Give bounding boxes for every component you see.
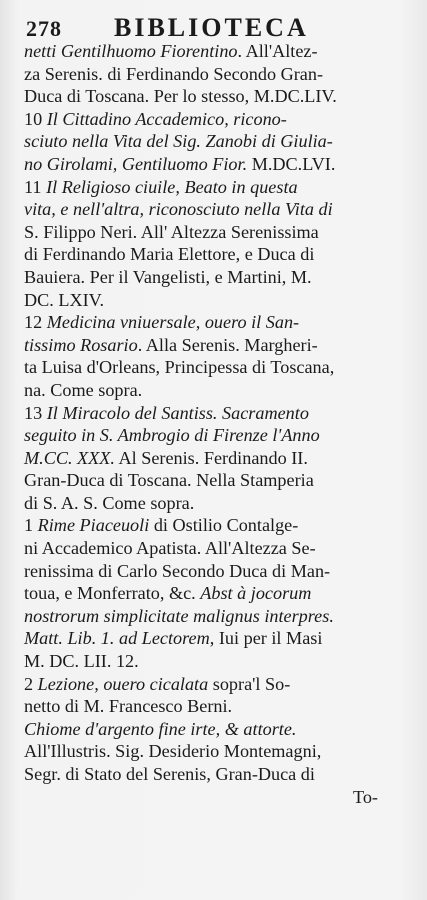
text-line — [24, 311, 406, 334]
text-line — [24, 627, 406, 650]
italic-run: Chiome d'argento fine irte, & attorte. — [24, 718, 297, 739]
italic-run: Lezione, ouero cicalata — [37, 673, 209, 694]
italic-run: vita, e nell'altra, riconosciuto nella Vita di — [24, 199, 333, 220]
roman-run: 11 — [24, 176, 47, 197]
roman-run: na. Come sopra. — [24, 379, 143, 400]
text-line — [24, 560, 406, 583]
text-line — [24, 582, 406, 605]
roman-run: sopra'l So- — [208, 673, 291, 694]
text-line — [24, 740, 406, 763]
text-line — [24, 379, 406, 402]
roman-run: DC. LXIV. — [24, 289, 104, 310]
italic-run: tissimo Rosario — [24, 334, 138, 355]
page-number: 278 — [26, 16, 62, 41]
roman-run: , Iui per il Masi — [209, 628, 323, 649]
text-line — [24, 40, 406, 63]
italic-run: netti Gentilhuomo Fiorentino — [24, 41, 238, 61]
roman-run: di Ostilio Contalge- — [149, 515, 299, 536]
text-line — [24, 85, 406, 108]
text-line — [24, 786, 406, 809]
text-line — [24, 63, 406, 86]
roman-run: 12 — [24, 312, 47, 333]
text-line — [24, 492, 406, 515]
roman-run: 1 — [24, 515, 38, 536]
text-line — [24, 718, 406, 741]
italic-run: Abst à jocorum — [200, 583, 312, 604]
italic-run: Il Miracolo del Santiss. Sacramento — [46, 402, 309, 423]
text-line — [24, 198, 406, 221]
roman-run: S. Filippo Neri. All' Altezza Serenissima — [24, 221, 319, 242]
roman-run: All'Illustris. Sig. Desiderio Montemagni, — [24, 741, 322, 762]
roman-run: Duca di Toscana. Per lo stesso, M.DC.LIV. — [24, 86, 337, 107]
roman-run: di Ferdinando Maria Elettore, e Duca di — [24, 244, 315, 265]
roman-run: . All'Altez- — [237, 41, 318, 61]
text-line — [24, 130, 406, 153]
italic-run: sciuto nella Vita del Sig. Zanobi di Giulia- — [24, 131, 333, 152]
roman-run: Bauiera. Per il Vangelisti, e Martini, M. — [24, 266, 312, 287]
text-line — [24, 424, 406, 447]
text-line — [24, 650, 406, 673]
roman-run: 13 — [24, 402, 47, 423]
text-line — [24, 243, 406, 266]
text-line — [24, 221, 406, 244]
text-line — [24, 469, 406, 492]
page-header — [26, 12, 406, 42]
roman-run: . Alla Serenis. Margheri- — [137, 334, 318, 355]
italic-run: Matt. Lib. 1. ad Lectorem — [24, 628, 210, 649]
text-line — [24, 763, 406, 786]
roman-run: M. DC. LII. 12. — [24, 651, 139, 672]
text-line — [24, 356, 406, 379]
roman-run: Gran-Duca di Toscana. Nella Stamperia — [24, 470, 314, 491]
italic-run: no Girolami, Gentiluomo Fior. — [24, 153, 252, 174]
roman-run: di S. A. S. Come sopra. — [24, 492, 195, 513]
text-line — [24, 289, 406, 312]
roman-run: 2 — [24, 673, 38, 694]
roman-run: ni Accademico Apatista. All'Altezza Se- — [24, 538, 316, 559]
text-line — [24, 153, 406, 176]
roman-run: netto di M. Francesco Berni. — [24, 696, 233, 717]
italic-run: Il Religioso ciuile, Beato in questa — [46, 176, 298, 197]
roman-run: Al Serenis. Ferdinando II. — [114, 447, 308, 468]
italic-run: Rime Piaceuoli — [37, 515, 150, 536]
roman-run: ta Luisa d'Orleans, Principessa di Toscana, — [24, 357, 335, 378]
italic-run: M.CC. XXX. — [24, 447, 115, 468]
italic-run: seguito in S. Ambrogio di Firenze l'Anno — [24, 425, 320, 446]
text-line — [24, 176, 406, 199]
roman-run: za Serenis. di Ferdinando Secondo Gran- — [24, 63, 324, 84]
roman-run: M.DC.LVI. — [251, 153, 336, 174]
text-line — [24, 695, 406, 718]
italic-run: nostrorum simplicitate malignus interpres. — [24, 605, 334, 626]
italic-run: Il Cittadino Accademico, ricono- — [46, 108, 287, 129]
italic-run: Medicina vniuersale, ouero il San- — [46, 312, 300, 333]
text-line — [24, 447, 406, 470]
catalog-text-body — [24, 40, 406, 808]
text-line — [24, 266, 406, 289]
roman-run: renissima di Carlo Secondo Duca di Man- — [24, 560, 331, 581]
text-line — [24, 673, 406, 696]
text-line — [24, 605, 406, 628]
text-line — [24, 514, 406, 537]
running-head: BIBLIOTECA — [114, 13, 309, 42]
text-line — [24, 108, 406, 131]
text-line — [24, 334, 406, 357]
text-line — [24, 402, 406, 425]
roman-run: To- — [353, 786, 378, 807]
roman-run: 10 — [24, 108, 47, 129]
roman-run: Segr. di Stato del Serenis, Gran-Duca di — [24, 764, 315, 784]
roman-run: toua, e Monferrato, &c. — [24, 583, 201, 604]
text-line — [24, 537, 406, 560]
